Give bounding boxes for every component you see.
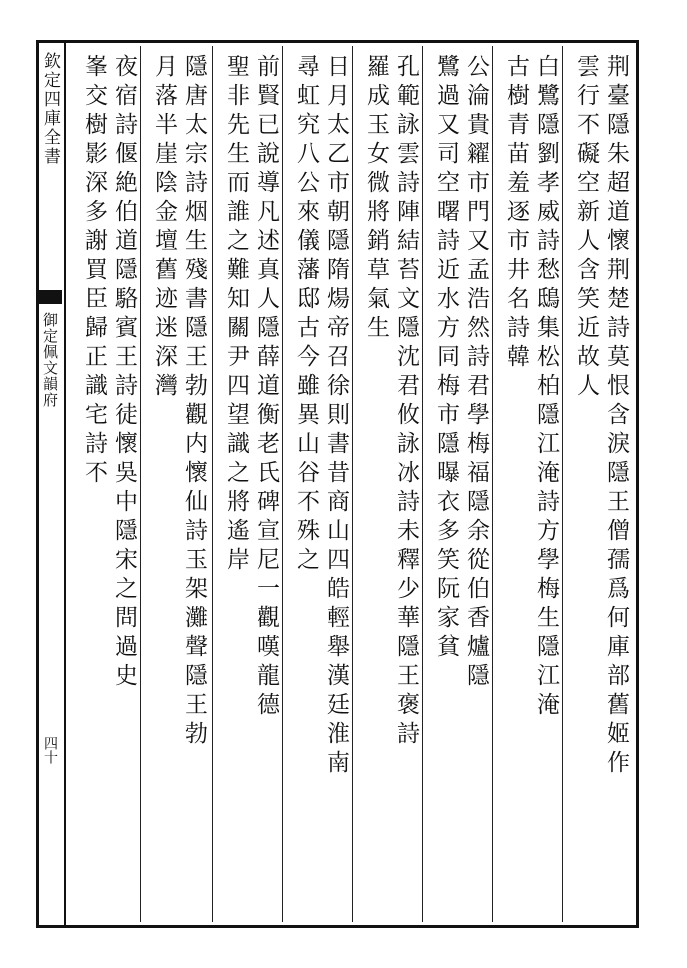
text-column: 峯交樹影深多謝買臣歸正識宅詩不: [81, 54, 107, 489]
text-column: 隱唐太宗詩烟生殘書隱王勃觀内懷仙詩玉架灘聲隱王勃: [181, 54, 207, 750]
fish-tail-mark: [38, 290, 62, 304]
text-column: 鷺過又司空曙詩近水方同梅市隱曝衣多笑阮家貧: [433, 54, 459, 663]
text-column: 月落半崖陰金壇舊迹迷深灣: [151, 54, 177, 402]
text-column: 公淪貴糴市門又孟浩然詩君學梅福隱余從伯香爐隱: [463, 54, 489, 692]
text-column: 孔範詠雲詩陣結苔文隱沈君攸詠冰詩未釋少華隱王褒詩: [393, 54, 419, 750]
text-column: 夜宿詩偃絶伯道隱駱賓王詩徒懷吳中隱宋之問過史: [111, 54, 137, 692]
text-body: [68, 46, 634, 922]
text-column: 古樹青苗羞逐市井名詩韓: [503, 54, 529, 373]
margin-strip: [36, 40, 64, 928]
text-column: 羅成玉女微將銷草氣生: [363, 54, 389, 344]
text-column: 荆臺隱朱超道懷荆楚詩莫恨含淚隱王僧孺爲何庫部舊姬作: [603, 54, 629, 779]
text-column: 前賢已說導凡述真人隱薛道衡老氏碑宣尼一觀嘆龍德: [253, 54, 279, 721]
collection-title: 欽定四庫全書: [40, 52, 60, 166]
text-column: 聖非先生而誰之難知關尹四望識之將遙岸: [223, 54, 249, 576]
text-column: 雲行不礙空新人含笑近故人: [573, 54, 599, 402]
text-column: 尋虹究八公來儀藩邸古今雖異山谷不殊之: [293, 54, 319, 576]
text-column: 日月太乙市朝隱隋煬帝召徐則書昔商山四皓輕舉漢廷淮南: [323, 54, 349, 779]
text-column: 白鷺隱劉孝威詩愁鴟集松柏隱江淹詩方學梅生隱江淹: [533, 54, 559, 721]
book-title: 御定佩文韻府: [41, 312, 59, 408]
page-number: 四十: [42, 736, 58, 764]
margin-divider: [64, 40, 66, 928]
